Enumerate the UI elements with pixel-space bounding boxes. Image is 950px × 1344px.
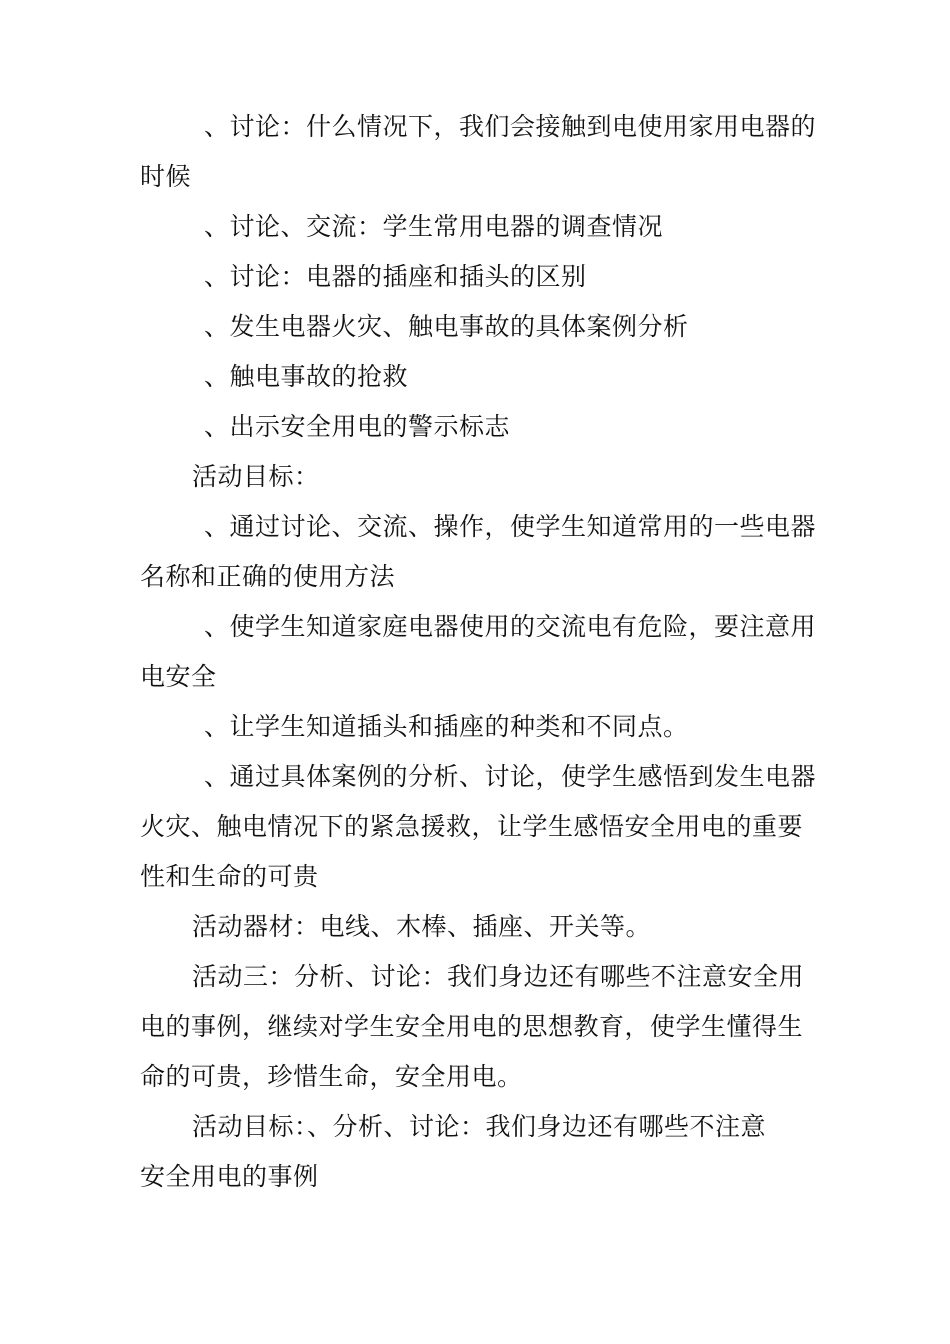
paragraph-activity-three: 活动三：分析、讨论：我们身边还有哪些不注意安全用电的事例，继续对学生安全用电的思想教育，使学生懂得生命的可贵，珍惜生命，安全用电。: [140, 962, 805, 1091]
paragraph-goals-final: 活动目标：、分析、讨论：我们身边还有哪些不注意安全用电的事例: [140, 1112, 767, 1191]
paragraph-1: 、讨论：什么情况下，我们会接触到电使用家用电器的时候: [140, 112, 817, 191]
paragraph-6: 、出示安全用电的警示标志: [204, 412, 511, 441]
paragraph-2: 、讨论、交流：学生常用电器的调查情况: [204, 212, 664, 241]
paragraph-4: 、发生电器火灾、触电事故的具体案例分析: [204, 312, 689, 341]
paragraph-3: 、讨论：电器的插座和插头的区别: [204, 262, 587, 291]
paragraph-7: 、通过讨论、交流、操作，使学生知道常用的一些电器名称和正确的使用方法: [140, 512, 817, 591]
paragraph-materials: 活动器材：电线、木棒、插座、开关等。: [192, 912, 652, 941]
paragraph-10: 、通过具体案例的分析、讨论，使学生感悟到发生电器火灾、触电情况下的紧急援救，让学生感悟安全用电的重要性和生命的可贵: [140, 762, 817, 891]
paragraph-9: 、让学生知道插头和插座的种类和不同点。: [204, 712, 689, 741]
section-heading-goals: 活动目标：: [192, 462, 320, 491]
paragraph-8: 、使学生知道家庭电器使用的交流电有危险，要注意用电安全: [140, 612, 817, 691]
paragraph-5: 、触电事故的抢救: [204, 362, 409, 391]
